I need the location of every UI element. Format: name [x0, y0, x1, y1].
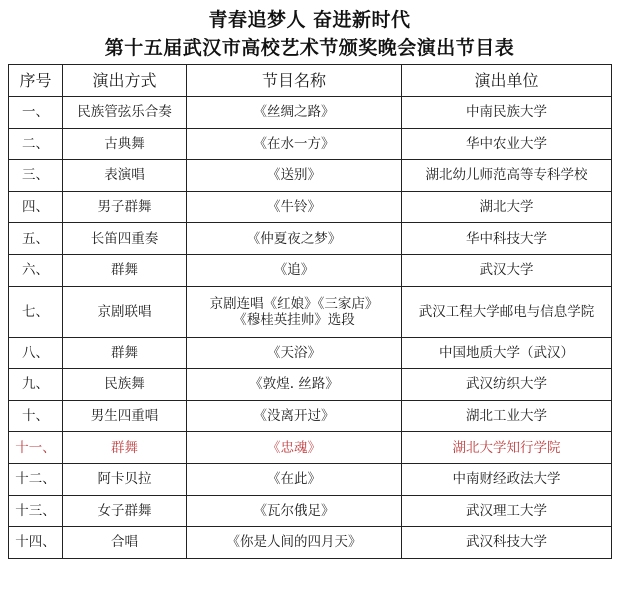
cell-seq: 五、 — [9, 223, 63, 255]
title-block — [0, 0, 619, 62]
cell-mode: 群舞 — [63, 432, 187, 464]
table-row — [9, 128, 612, 160]
cell-mode: 合唱 — [63, 527, 187, 559]
cell-mode: 民族舞 — [63, 369, 187, 401]
table-row — [9, 191, 612, 223]
cell-unit: 武汉工程大学邮电与信息学院 — [402, 286, 612, 337]
table-row — [9, 400, 612, 432]
table-row-highlighted — [9, 432, 612, 464]
cell-unit: 中国地质大学（武汉） — [402, 337, 612, 369]
cell-seq: 十二、 — [9, 463, 63, 495]
cell-unit: 武汉纺织大学 — [402, 369, 612, 401]
cell-name: 《追》 — [187, 254, 402, 286]
title-slogan: 青春追梦人 奋进新时代 — [208, 9, 411, 31]
table-row — [9, 223, 612, 255]
cell-unit: 湖北幼儿师范高等专科学校 — [402, 160, 612, 192]
table-row — [9, 369, 612, 401]
cell-unit: 中南财经政法大学 — [402, 463, 612, 495]
cell-seq: 四、 — [9, 191, 63, 223]
table-row — [9, 286, 612, 337]
cell-mode: 群舞 — [63, 337, 187, 369]
cell-name: 《送别》 — [187, 160, 402, 192]
cell-unit: 武汉大学 — [402, 254, 612, 286]
cell-name: 《瓦尔俄足》 — [187, 495, 402, 527]
cell-seq: 三、 — [9, 160, 63, 192]
cell-unit: 华中农业大学 — [402, 128, 612, 160]
cell-mode: 群舞 — [63, 254, 187, 286]
cell-seq: 二、 — [9, 128, 63, 160]
cell-seq: 八、 — [9, 337, 63, 369]
cell-unit: 武汉理工大学 — [402, 495, 612, 527]
cell-name: 《你是人间的四月天》 — [187, 527, 402, 559]
cell-name: 《没离开过》 — [187, 400, 402, 432]
header-unit: 演出单位 — [402, 65, 612, 97]
table-row — [9, 463, 612, 495]
cell-seq: 七、 — [9, 286, 63, 337]
cell-seq: 十三、 — [9, 495, 63, 527]
table-row — [9, 495, 612, 527]
title-main: 第十五届武汉市高校艺术节颁奖晚会演出节目表 — [104, 37, 515, 59]
cell-mode: 民族管弦乐合奏 — [63, 97, 187, 129]
table-row — [9, 527, 612, 559]
cell-seq: 九、 — [9, 369, 63, 401]
cell-name — [187, 286, 402, 337]
header-name: 节目名称 — [187, 65, 402, 97]
cell-mode: 男子群舞 — [63, 191, 187, 223]
cell-name: 《敦煌. 丝路》 — [187, 369, 402, 401]
cell-seq: 十四、 — [9, 527, 63, 559]
cell-mode: 表演唱 — [63, 160, 187, 192]
cell-name-line1: 京剧连唱《红娘》《三家店》 — [209, 295, 379, 312]
program-table — [8, 64, 612, 559]
cell-name: 《在此》 — [187, 463, 402, 495]
cell-seq: 一、 — [9, 97, 63, 129]
cell-name: 《忠魂》 — [187, 432, 402, 464]
cell-unit: 武汉科技大学 — [402, 527, 612, 559]
cell-mode: 长笛四重奏 — [63, 223, 187, 255]
table-row — [9, 160, 612, 192]
cell-unit: 湖北工业大学 — [402, 400, 612, 432]
cell-mode: 古典舞 — [63, 128, 187, 160]
header-mode: 演出方式 — [63, 65, 187, 97]
cell-unit: 湖北大学 — [402, 191, 612, 223]
cell-seq: 十、 — [9, 400, 63, 432]
cell-name: 《天浴》 — [187, 337, 402, 369]
cell-name-line2: 《穆桂英挂帅》选段 — [233, 311, 355, 328]
cell-mode: 女子群舞 — [63, 495, 187, 527]
cell-unit: 湖北大学知行学院 — [402, 432, 612, 464]
cell-unit: 华中科技大学 — [402, 223, 612, 255]
cell-mode: 男生四重唱 — [63, 400, 187, 432]
table-header-row — [9, 65, 612, 97]
cell-name: 《仲夏夜之梦》 — [187, 223, 402, 255]
table-row — [9, 254, 612, 286]
header-seq: 序号 — [9, 65, 63, 97]
cell-seq: 六、 — [9, 254, 63, 286]
cell-unit: 中南民族大学 — [402, 97, 612, 129]
cell-mode: 京剧联唱 — [63, 286, 187, 337]
cell-name: 《在水一方》 — [187, 128, 402, 160]
table-row — [9, 97, 612, 129]
table-row — [9, 337, 612, 369]
cell-seq: 十一、 — [9, 432, 63, 464]
cell-name: 《牛铃》 — [187, 191, 402, 223]
cell-mode: 阿卡贝拉 — [63, 463, 187, 495]
cell-name: 《丝绸之路》 — [187, 97, 402, 129]
